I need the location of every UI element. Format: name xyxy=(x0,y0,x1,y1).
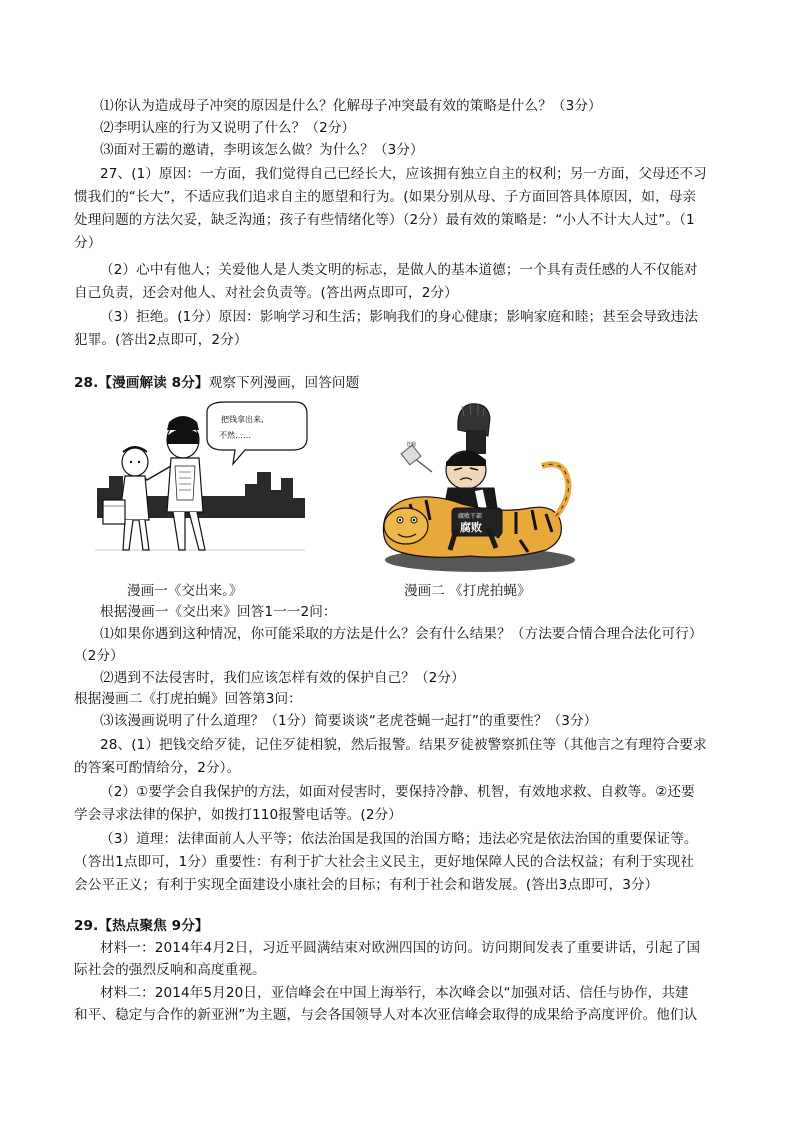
q27-sub2: ⑵李明认座的行为又说明了什么？（2分） xyxy=(100,120,356,136)
q28-answer1-line1: 28、(1）把钱交给歹徒，记住歹徒相貌，然后报警。结果歹徒被警察抓住等（其他言之有理符合要求 xyxy=(100,737,707,753)
q29-material2-line2: 和平、稳定与合作的新亚洲”为主题，与会各国领导人对本次亚信峰会取得的成果给予高度评价。他们认 xyxy=(74,1007,698,1023)
bubble-text-line1: 把钱拿出来, xyxy=(221,415,264,424)
q27-answer1-line1: 27、(1）原因：一方面，我们觉得自己已经长大，应该拥有独立自主的权利；另一方面，父母还不习 xyxy=(100,166,707,182)
q28-answer3-line3: 会公平正义；有利于实现全面建设小康社会的目标；有利于社会和谐发展。(答出3点即可，3分） xyxy=(74,877,659,893)
q28-sub1-line1: ⑴如果你遇到这种情况，你可能采取的方法是什么？会有什么结果？（方法要合情合理合法化可行） xyxy=(100,626,703,642)
q27-answer1-line3: 处理问题的方法欠妥，缺乏沟通；孩子有些情绪化等）（2分）最有效的策略是：“小人不计大人过”。（1 xyxy=(74,212,695,228)
victim-bag xyxy=(103,500,125,524)
cartoon-two-caption: 漫画二 《打虎拍蝇》 xyxy=(404,583,531,599)
q28-intro2: 根据漫画二《打虎拍蝇》回答第3问： xyxy=(74,691,302,707)
q28-heading-text: 观察下列漫画，回答问题 xyxy=(208,375,360,391)
q28-intro1: 根据漫画一《交出来》回答1一一2问： xyxy=(100,604,337,620)
fly-label: 苍蝇 xyxy=(406,442,417,448)
q28-heading-title: 28.【漫画解读 8分】 xyxy=(74,375,209,391)
q27-sub1: ⑴你认为造成母子冲突的原因是什么？化解母子冲突最有效的策略是什么？（3分） xyxy=(100,98,602,114)
tiger-label-main: 腐败 xyxy=(460,521,482,534)
q27-answer3-line1: （3）拒绝。(1分）原因：影响学习和生活；影响我们的身心健康；影响家庭和睦；甚至会导致违法 xyxy=(100,309,699,325)
q27-answer1-line2: 惯我们的“长大”，不适应我们追求自主的愿望和行为。(如果分别从母、子方面回答具体原因，如，母亲 xyxy=(74,189,697,205)
bubble-text-line2: 不然…… xyxy=(219,431,251,440)
tiger-label-top: 腐败干部 xyxy=(458,513,483,520)
q28-answer1-line2: 的答案可酌情给分，2分）。 xyxy=(74,760,241,776)
q28-sub1-line2: （2分） xyxy=(74,648,124,664)
cartoon-two-illustration xyxy=(370,400,580,575)
cartoon-one-illustration xyxy=(95,400,310,570)
q28-answer2-line1: （2）①要学会自我保护的方法，如面对侵害时，要保持冷静、机智，有效地求救、自救等。②还要 xyxy=(100,784,695,800)
q27-answer2-line2: 自己负责，还会对他人、对社会负责等。(答出两点即可，2分） xyxy=(74,285,458,301)
q28-answer3-line1: （3）道理：法律面前人人平等；依法治国是我国的治国方略；违法必究是依法治国的重要保证等。 xyxy=(100,831,698,847)
q28-heading xyxy=(74,372,359,394)
q29-material1-line1: 材料一：2014年4月2日，习近平圆满结束对欧洲四国的访问。访问期间发表了重要讲话，引起了国 xyxy=(100,940,701,956)
q27-answer1-line4: 分） xyxy=(74,235,102,251)
q29-material2-line1: 材料二：2014年5月20日，亚信峰会在中国上海举行，本次峰会以“加强对话、信任与协作，共建 xyxy=(100,985,689,1001)
q27-answer3-line2: 犯罪。(答出2点即可，2分） xyxy=(74,332,248,348)
q27-sub3: ⑶面对王霸的邀请，李明该怎么做？为什么？（3分） xyxy=(100,142,424,158)
q28-sub3: ⑶该漫画说明了什么道理？（1分）简要谈谈“老虎苍蝇一起打”的重要性？（3分） xyxy=(100,713,598,729)
q28-sub2: ⑵遇到不法侵害时，我们应该怎样有效的保护自己？（2分） xyxy=(100,670,465,686)
cartoon-one-caption: 漫画一《交出来。》 xyxy=(127,583,243,599)
robber-cap xyxy=(167,416,199,430)
q28-answer3-line2: （答出1点即可，1分）重要性：有利于扩大社会主义民主，更好地保障人民的合法权益；有利于实现社 xyxy=(74,854,695,870)
q28-answer2-line2: 学会寻求法律的保护，如拨打110报警电话等。(2分） xyxy=(74,807,402,823)
q29-heading: 29.【热点聚焦 9分】 xyxy=(74,918,209,934)
q29-material1-line2: 际社会的强烈反响和高度重视。 xyxy=(74,962,266,978)
q27-answer2-line1: （2）心中有他人；关爱他人是人类文明的标志，是做人的基本道德；一个具有责任感的人不仅能对 xyxy=(100,262,698,278)
